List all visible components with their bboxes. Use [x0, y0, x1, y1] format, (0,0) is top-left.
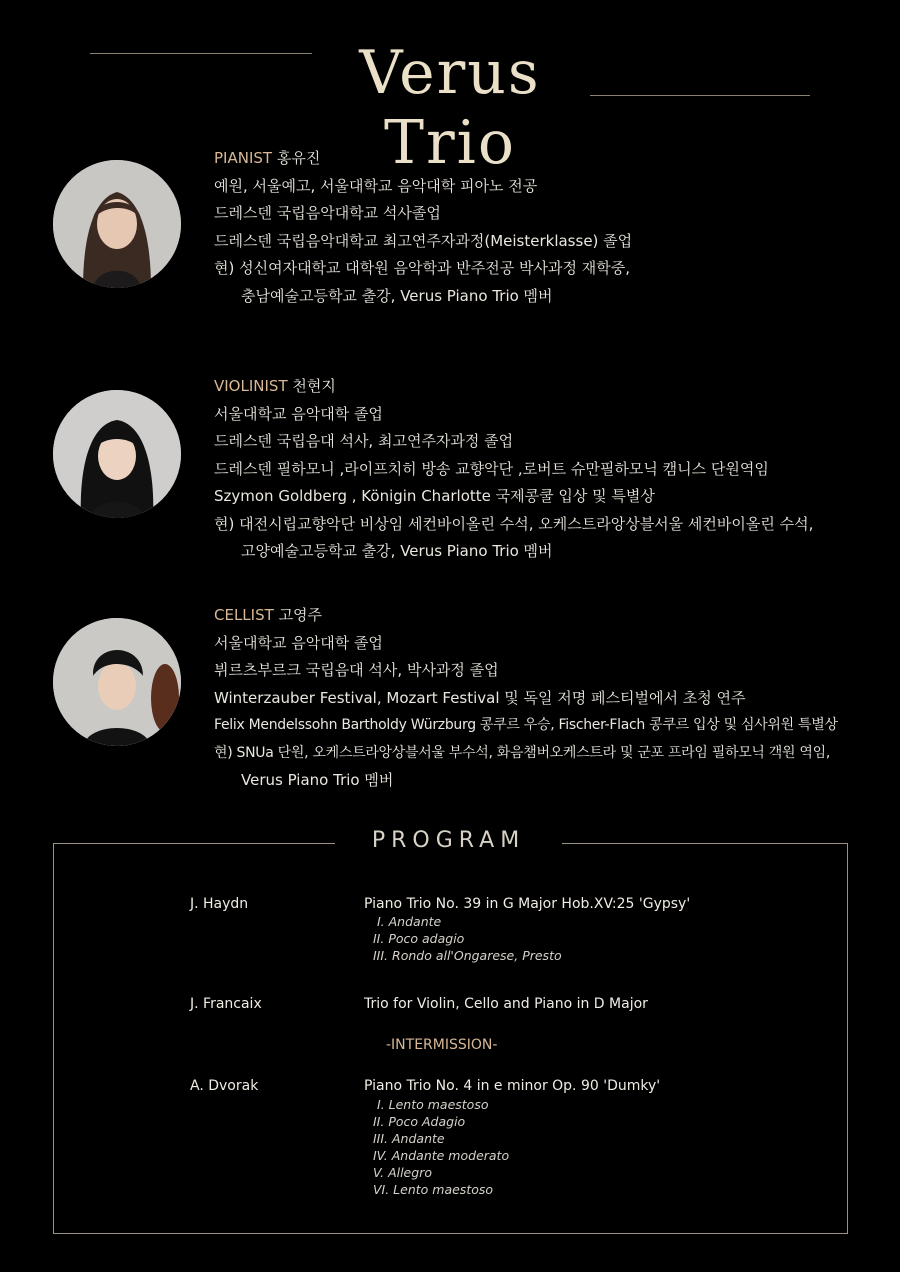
movement: VI. Lento maestoso: [373, 1182, 494, 1197]
bio-line: 서울대학교 음악대학 졸업: [214, 404, 383, 423]
composer-name: J. Haydn: [190, 896, 249, 912]
pianist-bio: [214, 145, 884, 310]
page-title: Verus Trio: [359, 38, 541, 178]
movement: V. Allegro: [373, 1165, 432, 1180]
intermission-label: -INTERMISSION-: [386, 1037, 498, 1053]
bio-line: 서울대학교 음악대학 졸업: [214, 633, 383, 652]
movement-list: [373, 1096, 509, 1198]
violinist-name: 천현지: [292, 377, 336, 395]
pianist-role: PIANIST: [214, 149, 273, 167]
bio-line: Szymon Goldberg , Königin Charlotte 국제콩쿨 입상 및 특별상: [214, 487, 655, 505]
movement: II. Poco adagio: [373, 931, 465, 946]
title-divider-left: [90, 53, 312, 54]
bio-line: 고양예술고등학교 출강, Verus Piano Trio 멤버: [241, 542, 553, 560]
title-divider-right: [590, 95, 810, 96]
pianist-photo: [53, 160, 181, 288]
bio-line: 드레스덴 국립음악대학교 석사졸업: [214, 204, 441, 222]
movement-list: [373, 913, 562, 964]
cellist-role: CELLIST: [214, 606, 274, 624]
composer-name: A. Dvorak: [190, 1078, 259, 1094]
bio-line: Verus Piano Trio 멤버: [241, 771, 394, 789]
bio-line: 뷔르츠부르크 국립음대 석사, 박사과정 졸업: [214, 661, 499, 679]
cellist-photo: [53, 618, 181, 746]
movement: I. Lento maestoso: [377, 1097, 489, 1112]
movement: III. Rondo all'Ongarese, Presto: [373, 948, 562, 963]
bio-line: 드레스덴 국립음악대학교 최고연주자과정(Meisterklasse) 졸업: [214, 231, 633, 250]
work-title: Piano Trio No. 4 in e minor Op. 90 'Dumky': [364, 1078, 661, 1094]
violinist-bio: [214, 373, 884, 566]
bio-line: Winterzauber Festival, Mozart Festival 및 독일 저명 페스티벌에서 초청 연주: [214, 688, 746, 707]
bio-line: 충남예술고등학교 출강, Verus Piano Trio 멤버: [241, 286, 553, 305]
violinist-photo: [53, 390, 181, 518]
cellist-bio: [214, 602, 884, 795]
movement: I. Andante: [377, 914, 442, 929]
bio-line: 드레스덴 국립음대 석사, 최고연주자과정 졸업: [214, 432, 514, 450]
pianist-heading: [214, 145, 884, 173]
bio-line: 현) 대전시립교향악단 비상임 세컨바이올린 수석, 오케스트라앙상블서울 세컨바이올린 수석,: [214, 514, 814, 533]
bio-line: 드레스덴 필하모니 ,라이프치히 방송 교향악단 ,로버트 슈만필하모닉 캠니스 단원역임: [214, 459, 769, 478]
program-frame-top-right: [562, 843, 847, 844]
movement: IV. Andante moderato: [373, 1148, 510, 1163]
violinist-role: VIOLINIST: [214, 377, 288, 395]
work-title: Trio for Violin, Cello and Piano in D Major: [364, 996, 648, 1012]
program-heading: PROGRAM: [371, 828, 526, 853]
cellist-name: 고영주: [278, 606, 323, 624]
bio-line: Felix Mendelssohn Bartholdy Würzburg 콩쿠르 우승, Fischer-Flach 콩쿠르 입상 및 심사위원 특별상: [214, 717, 838, 733]
pianist-name: 홍유진: [276, 149, 321, 167]
bio-line: 현) 성신여자대학교 대학원 음악학과 반주전공 박사과정 재학중,: [214, 259, 630, 277]
cellist-heading: [214, 602, 884, 630]
work-title: Piano Trio No. 39 in G Major Hob.XV:25 'Gypsy': [364, 896, 691, 912]
composer-name: J. Francaix: [190, 996, 262, 1012]
bio-line: 현) SNUa 단원, 오케스트라앙상블서울 부수석, 화음챔버오케스트라 및 군포 프라임 필하모닉 객원 역임,: [214, 744, 830, 761]
program-frame-top-left: [53, 843, 335, 844]
bio-line: 예원, 서울예고, 서울대학교 음악대학 피아노 전공: [214, 176, 538, 195]
movement: II. Poco Adagio: [373, 1114, 466, 1129]
movement: III. Andante: [373, 1131, 445, 1146]
violinist-heading: [214, 373, 884, 401]
